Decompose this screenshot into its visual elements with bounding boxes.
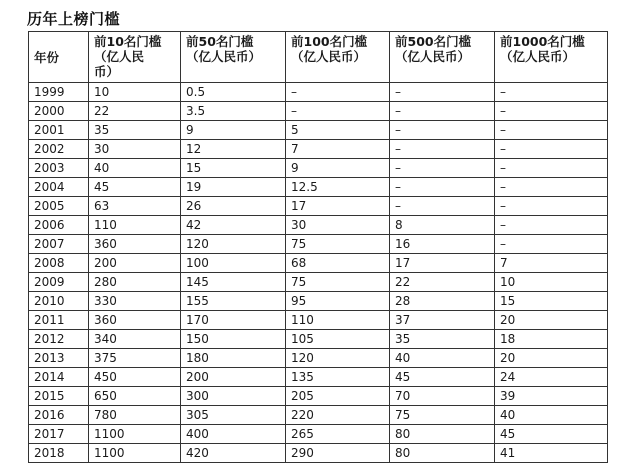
cell-top50: 400 <box>181 425 286 444</box>
cell-top500: 70 <box>390 387 495 406</box>
cell-top500: 35 <box>390 330 495 349</box>
cell-top1000: – <box>495 216 608 235</box>
cell-top10: 375 <box>89 349 181 368</box>
cell-top100: 105 <box>286 330 390 349</box>
header-text: （亿人民币） <box>500 49 576 64</box>
cell-top100: 9 <box>286 159 390 178</box>
cell-top100: 30 <box>286 216 390 235</box>
cell-year: 2012 <box>29 330 89 349</box>
cell-top50: 150 <box>181 330 286 349</box>
cell-year: 2008 <box>29 254 89 273</box>
table-header-row <box>29 32 608 83</box>
cell-top500: 80 <box>390 444 495 463</box>
cell-top10: 45 <box>89 178 181 197</box>
header-text: 前100名门槛 <box>291 34 368 49</box>
cell-top50: 9 <box>181 121 286 140</box>
column-header-top100 <box>286 32 390 83</box>
table-body <box>29 83 608 463</box>
header-text: 前50名门槛 <box>186 34 254 49</box>
cell-top50: 170 <box>181 311 286 330</box>
header-text: 币） <box>94 64 120 79</box>
cell-top1000: 41 <box>495 444 608 463</box>
cell-top100: 220 <box>286 406 390 425</box>
cell-year: 2006 <box>29 216 89 235</box>
cell-top1000: – <box>495 102 608 121</box>
cell-top100: 75 <box>286 235 390 254</box>
cell-top500: 17 <box>390 254 495 273</box>
cell-top1000: 20 <box>495 311 608 330</box>
threshold-table <box>28 31 608 463</box>
cell-year: 2004 <box>29 178 89 197</box>
cell-year: 2018 <box>29 444 89 463</box>
cell-year: 2010 <box>29 292 89 311</box>
table-row <box>29 216 608 235</box>
header-text: 前500名门槛 <box>395 34 472 49</box>
column-header-top500 <box>390 32 495 83</box>
cell-top500: – <box>390 178 495 197</box>
cell-top10: 63 <box>89 197 181 216</box>
cell-top1000: – <box>495 178 608 197</box>
cell-top1000: 18 <box>495 330 608 349</box>
cell-top100: 205 <box>286 387 390 406</box>
table-row <box>29 444 608 463</box>
cell-top10: 30 <box>89 140 181 159</box>
cell-top1000: 15 <box>495 292 608 311</box>
cell-top1000: – <box>495 140 608 159</box>
cell-top50: 19 <box>181 178 286 197</box>
cell-top10: 200 <box>89 254 181 273</box>
page-title: 历年上榜门槛 <box>27 10 121 28</box>
cell-top100: 110 <box>286 311 390 330</box>
cell-top10: 35 <box>89 121 181 140</box>
cell-top10: 22 <box>89 102 181 121</box>
header-text: 前10名门槛 <box>94 34 162 49</box>
cell-top1000: – <box>495 197 608 216</box>
cell-top100: 290 <box>286 444 390 463</box>
cell-top500: – <box>390 83 495 102</box>
cell-top1000: 24 <box>495 368 608 387</box>
cell-top1000: – <box>495 159 608 178</box>
table-row <box>29 349 608 368</box>
cell-year: 2002 <box>29 140 89 159</box>
cell-top50: 145 <box>181 273 286 292</box>
cell-top50: 180 <box>181 349 286 368</box>
cell-top100: 75 <box>286 273 390 292</box>
cell-top1000: 39 <box>495 387 608 406</box>
cell-top10: 110 <box>89 216 181 235</box>
header-text: 前1000名门槛 <box>500 34 585 49</box>
header-text: （亿人民币） <box>291 49 367 64</box>
cell-top100: 68 <box>286 254 390 273</box>
header-text: （亿人民币） <box>395 49 471 64</box>
cell-top500: – <box>390 159 495 178</box>
cell-top50: 300 <box>181 387 286 406</box>
cell-top1000: – <box>495 83 608 102</box>
cell-top50: 200 <box>181 368 286 387</box>
column-header-year <box>29 32 89 83</box>
cell-year: 2011 <box>29 311 89 330</box>
cell-top10: 280 <box>89 273 181 292</box>
cell-top10: 360 <box>89 235 181 254</box>
cell-top500: 22 <box>390 273 495 292</box>
cell-top50: 120 <box>181 235 286 254</box>
cell-year: 2013 <box>29 349 89 368</box>
table-row <box>29 406 608 425</box>
cell-year: 2001 <box>29 121 89 140</box>
table-row <box>29 197 608 216</box>
cell-top1000: – <box>495 235 608 254</box>
cell-top100: 265 <box>286 425 390 444</box>
cell-year: 2003 <box>29 159 89 178</box>
cell-year: 2015 <box>29 387 89 406</box>
cell-top500: – <box>390 121 495 140</box>
cell-top500: – <box>390 102 495 121</box>
table-row <box>29 159 608 178</box>
table-row <box>29 292 608 311</box>
header-text: （亿人民 <box>94 49 145 64</box>
cell-top500: 28 <box>390 292 495 311</box>
table-row <box>29 387 608 406</box>
cell-top50: 155 <box>181 292 286 311</box>
cell-top50: 26 <box>181 197 286 216</box>
cell-top100: 135 <box>286 368 390 387</box>
table-row <box>29 425 608 444</box>
cell-top10: 780 <box>89 406 181 425</box>
cell-top50: 15 <box>181 159 286 178</box>
cell-top100: 95 <box>286 292 390 311</box>
cell-top500: 75 <box>390 406 495 425</box>
column-header-top10 <box>89 32 181 83</box>
table-row <box>29 368 608 387</box>
cell-top500: – <box>390 140 495 159</box>
cell-top10: 340 <box>89 330 181 349</box>
table-row <box>29 254 608 273</box>
cell-top500: 8 <box>390 216 495 235</box>
cell-top100: 17 <box>286 197 390 216</box>
cell-top100: 120 <box>286 349 390 368</box>
header-text: 年份 <box>34 49 60 65</box>
cell-top100: 12.5 <box>286 178 390 197</box>
cell-year: 1999 <box>29 83 89 102</box>
table-row <box>29 311 608 330</box>
cell-top100: – <box>286 102 390 121</box>
cell-top10: 650 <box>89 387 181 406</box>
cell-top50: 42 <box>181 216 286 235</box>
cell-top1000: 10 <box>495 273 608 292</box>
cell-top500: 80 <box>390 425 495 444</box>
cell-top10: 1100 <box>89 444 181 463</box>
table-row <box>29 273 608 292</box>
table-row <box>29 178 608 197</box>
cell-year: 2007 <box>29 235 89 254</box>
cell-top50: 12 <box>181 140 286 159</box>
table-row <box>29 83 608 102</box>
table-row <box>29 330 608 349</box>
cell-top500: – <box>390 197 495 216</box>
table-row <box>29 235 608 254</box>
cell-top10: 330 <box>89 292 181 311</box>
cell-top10: 10 <box>89 83 181 102</box>
cell-top100: – <box>286 83 390 102</box>
cell-year: 2017 <box>29 425 89 444</box>
cell-top100: 7 <box>286 140 390 159</box>
cell-top50: 0.5 <box>181 83 286 102</box>
cell-top1000: – <box>495 121 608 140</box>
cell-year: 2014 <box>29 368 89 387</box>
cell-top50: 3.5 <box>181 102 286 121</box>
cell-year: 2005 <box>29 197 89 216</box>
table-row <box>29 121 608 140</box>
cell-top500: 45 <box>390 368 495 387</box>
cell-top500: 16 <box>390 235 495 254</box>
cell-top1000: 7 <box>495 254 608 273</box>
column-header-top50 <box>181 32 286 83</box>
cell-top50: 305 <box>181 406 286 425</box>
cell-top50: 100 <box>181 254 286 273</box>
cell-top10: 40 <box>89 159 181 178</box>
table-row <box>29 140 608 159</box>
cell-top50: 420 <box>181 444 286 463</box>
cell-top10: 1100 <box>89 425 181 444</box>
cell-top10: 450 <box>89 368 181 387</box>
cell-top500: 40 <box>390 349 495 368</box>
cell-top1000: 20 <box>495 349 608 368</box>
cell-year: 2000 <box>29 102 89 121</box>
cell-top10: 360 <box>89 311 181 330</box>
cell-year: 2009 <box>29 273 89 292</box>
header-text: （亿人民币） <box>186 49 262 64</box>
table-row <box>29 102 608 121</box>
column-header-top1000 <box>495 32 608 83</box>
cell-top1000: 40 <box>495 406 608 425</box>
cell-year: 2016 <box>29 406 89 425</box>
cell-top100: 5 <box>286 121 390 140</box>
cell-top500: 37 <box>390 311 495 330</box>
cell-top1000: 45 <box>495 425 608 444</box>
